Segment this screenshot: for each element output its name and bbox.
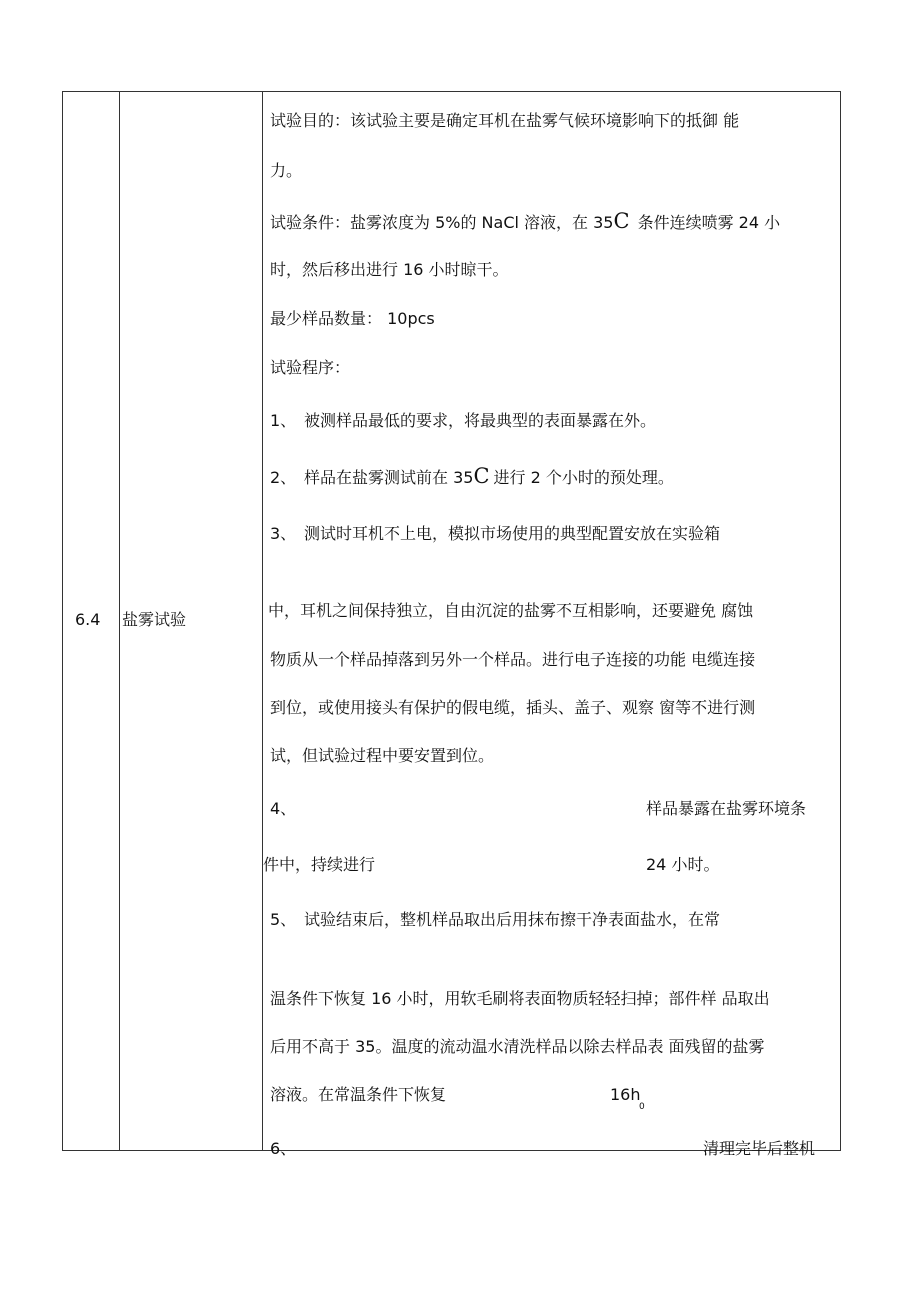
step-3-text: 测试时耳机不上电，模拟市场使用的典型配置安放在实验箱 [304,524,721,543]
step-4-number: 4、 [270,799,297,818]
step-5-value: 16h [610,1085,641,1104]
step-6-right: 清理完毕后整机 [703,1139,816,1158]
row-name: 盐雾试验 [122,610,187,629]
purpose-line-2: 力。 [270,161,303,180]
condition-line-1 [270,211,780,233]
row-id: 6.4 [75,610,101,629]
min-samples: 最少样品数量： 10pcs [270,309,435,328]
step-3-line-4: 到位，或使用接头有保护的假电缆，插头、盖子、观察 窗等不进行测 [270,698,756,717]
table-right-border [840,91,841,1151]
step-4-right: 样品暴露在盐雾环境条 [646,799,807,818]
step-3-line-5: 试，但试验过程中要安置到位。 [270,746,495,765]
step-3-number: 3、 [270,524,297,543]
table-left-border [62,91,63,1151]
celsius-mark-2: C [473,464,490,488]
step-4-line-2-left: 件中，持续进行 [263,855,376,874]
step-2-text-a: 样品在盐雾测试前在 35 [304,468,474,487]
condition-text-b: 条件连续喷雾 24 小 [637,213,781,232]
table-top-border [62,91,841,92]
degree-mark: 0 [639,1102,645,1112]
condition-line-2: 时，然后移出进行 16 小时晾干。 [270,260,509,279]
step-3-line-3: 物质从一个样品掉落到另外一个样品。进行电子连接的功能 电缆连接 [270,650,756,669]
step-6-number: 6、 [270,1139,297,1158]
condition-text-a: 试验条件：盐雾浓度为 5%的 NaCl 溶液，在 35 [270,213,614,232]
step-4-line-2-right: 24 小时。 [646,855,720,874]
step-1-text: 被测样品最低的要求，将最典型的表面暴露在外。 [304,411,657,430]
column-divider-1 [119,91,120,1151]
step-3-line-2: 中，耳机之间保持独立，自由沉淀的盐雾不互相影响，还要避免 腐蚀 [268,601,754,620]
step-2-text-b: 进行 2 个小时的预处理。 [493,468,674,487]
step-1-number: 1、 [270,411,297,430]
step-2-number: 2、 [270,468,297,487]
step-5-line-3: 后用不高于 35。温度的流动温水清洗样品以除去样品表 面残留的盐雾 [270,1037,765,1056]
purpose-line-1: 试验目的：该试验主要是确定耳机在盐雾气候环境影响下的抵御 能 [270,111,740,130]
procedure-title: 试验程序： [270,358,351,377]
step-5-line-2: 温条件下恢复 16 小时，用软毛刷将表面物质轻轻扫掉；部件样 品取出 [270,989,770,1008]
step-5-number: 5、 [270,910,297,929]
celsius-mark: C [613,209,630,233]
column-divider-2 [262,91,263,1151]
step-5-text: 试验结束后，整机样品取出后用抹布擦干净表面盐水，在常 [304,910,721,929]
step-2-text [304,466,674,488]
step-5-line-4: 溶液。在常温条件下恢复 [270,1085,447,1104]
